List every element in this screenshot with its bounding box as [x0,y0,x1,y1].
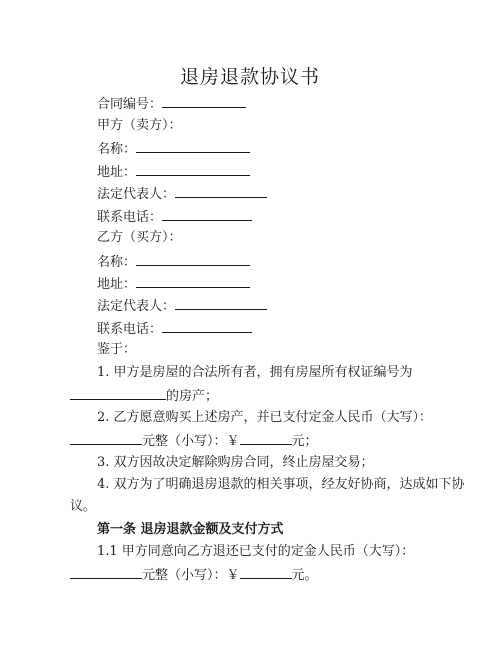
item-3-text: 3. 双方因故决定解除购房合同，终止房屋交易； [97,455,374,470]
party-b-name-blank [136,253,250,266]
clause-1-1-text: 1.1 甲方同意向乙方退还已支付的定金人民币（大写）： [97,544,415,559]
name-label: 名称： [97,142,137,157]
legal-rep-label: 法定代表人： [97,299,176,314]
party-a-legal-rep-line [97,185,267,203]
party-b-phone-line [97,320,252,338]
amount-yuan-label: 元整（小写）：￥ [142,434,240,449]
party-a-address-line [97,163,250,181]
party-a-name-line [97,140,250,158]
party-a-address-blank [136,163,250,176]
deposit-uppercase-blank [70,432,142,445]
whereas-label: 鉴于： [97,342,137,357]
clause-1-1-continuation [70,566,318,584]
refund-lowercase-blank [240,566,292,579]
contract-no-label: 合同编号： [97,97,163,112]
party-b-address-line [97,275,250,293]
item-2-text: 2. 乙方愿意购买上述房产，并已支付定金人民币（大写）： [97,410,433,425]
party-a-name-blank [136,140,250,153]
article-1-title: 第一条 退房退款金额及支付方式 [97,522,284,537]
property-cert-no-blank [70,387,166,400]
party-b-legal-rep-line [97,297,267,315]
party-a-phone-line [97,208,252,226]
deposit-lowercase-blank [240,432,292,445]
phone-label: 联系电话： [97,210,163,225]
legal-rep-label: 法定代表人： [97,187,176,202]
name-label: 名称： [97,255,137,270]
item-1-tail: 的房产； [166,389,219,404]
document-title: 退房退款协议书 [179,66,320,88]
party-a-phone-blank [162,208,252,221]
item-4-line-2: 议。 [70,499,97,514]
item-2-continuation [70,432,318,450]
amount-yuan-label: 元整（小写）：￥ [142,568,240,583]
item-1-text: 1. 甲方是房屋的合法所有者，拥有房屋所有权证编号为 [97,365,413,380]
contract-no-line [97,95,246,113]
address-label: 地址： [97,277,137,292]
refund-uppercase-blank [70,566,142,579]
party-a-legal-rep-blank [175,185,267,198]
yuan-end: 元； [291,434,318,449]
party-b-phone-blank [162,320,252,333]
item-1-continuation [70,387,218,405]
address-label: 地址： [97,165,137,180]
party-b-label: 乙方（买方）： [97,230,182,245]
party-a-label: 甲方（卖方）： [97,118,182,133]
yuan-end-period: 元。 [291,568,318,583]
contract-no-blank [162,95,246,108]
party-b-legal-rep-blank [175,297,267,310]
phone-label: 联系电话： [97,322,163,337]
item-4-line-1: 4. 双方为了明确退房退款的相关事项，经友好协商，达成如下协 [97,477,465,492]
party-b-name-line [97,253,250,271]
party-b-address-blank [136,275,250,288]
